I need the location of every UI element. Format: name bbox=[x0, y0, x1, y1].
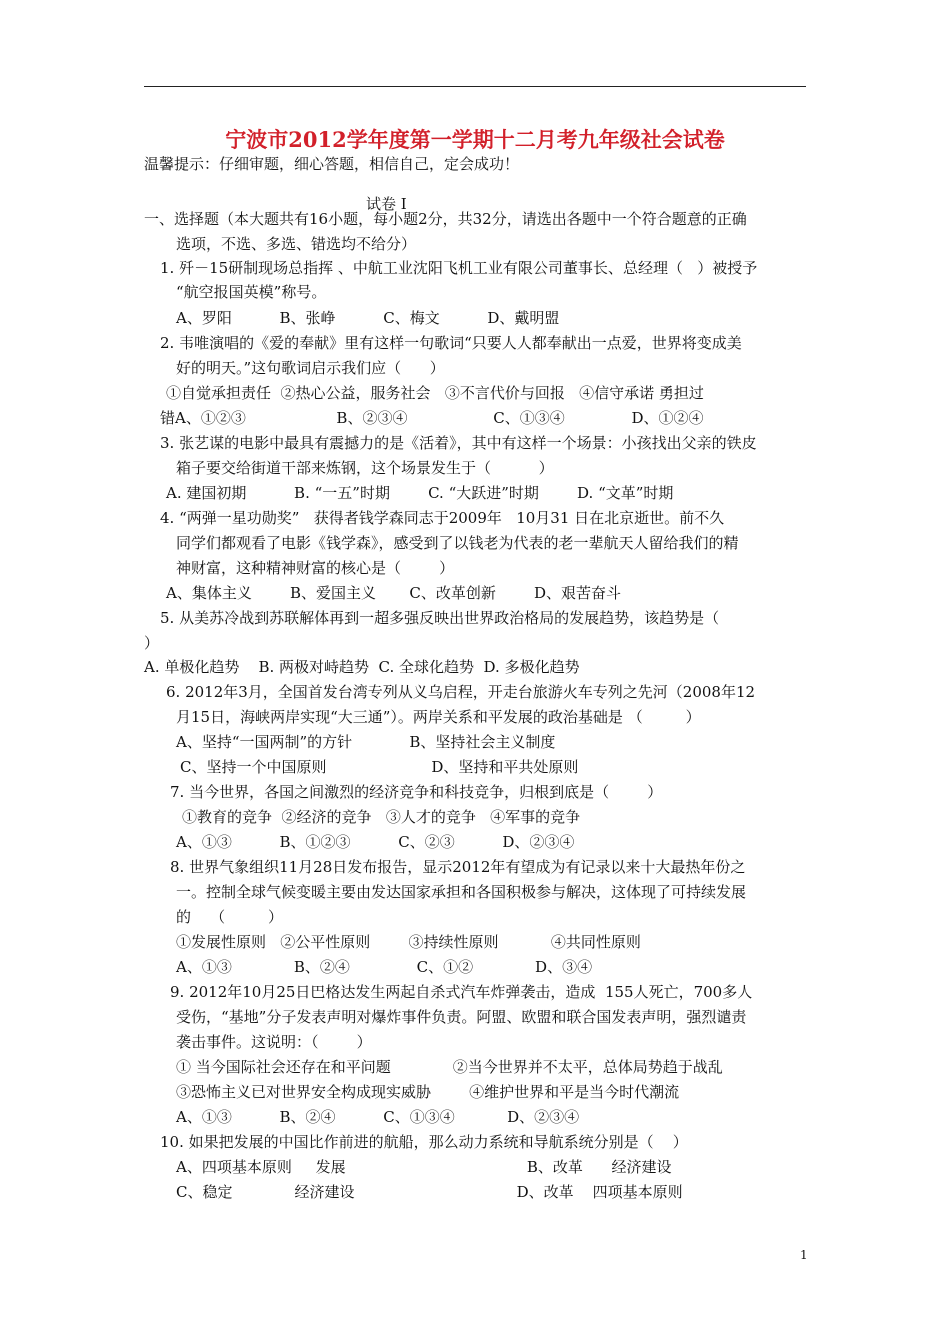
text-line: A、①③ B、②④ C、①② D、③④ bbox=[176, 958, 593, 976]
text-line: 受伤，“基地”分子发表声明对爆炸事件负责。阿盟、欧盟和联合国发表声明，强烈谴责 bbox=[176, 1008, 747, 1026]
text-line: 神财富，这种精神财富的核心是（ ） bbox=[176, 559, 455, 577]
text-line: ③恐怖主义已对世界安全构成现实威胁 ④维护世界和平是当今时代潮流 bbox=[176, 1083, 680, 1101]
text-line: 箱子要交给街道干部来炼钢，这个场景发生于（ ） bbox=[176, 459, 554, 477]
text-line: 3. 张艺谋的电影中最具有震撼力的是《活着》，其中有这样一个场景：小孩找出父亲的铁皮 bbox=[160, 434, 757, 452]
text-line: ） bbox=[144, 634, 160, 652]
text-line: ①发展性原则 ②公平性原则 ③持续性原则 ④共同性原则 bbox=[176, 933, 641, 951]
text-line: A、坚持“一国两制”的方针 B、坚持社会主义制度 bbox=[176, 733, 556, 751]
text-line: A. 单极化趋势 B. 两极对峙趋势 C. 全球化趋势 D. 多极化趋势 bbox=[144, 658, 580, 676]
text-line: 错A、①②③ B、②③④ C、①③④ D、①②④ bbox=[160, 409, 704, 427]
text-line: A、集体主义 B、爱国主义 C、改革创新 D、艰苦奋斗 bbox=[166, 584, 622, 602]
text-line: 选项，不选、多选、错选均不给分） bbox=[176, 235, 417, 253]
text-line: 袭击事件。这说明：（ ） bbox=[176, 1033, 372, 1051]
text-line: 5. 从美苏冷战到苏联解体再到一超多强反映出世界政治格局的发展趋势，该趋势是（ bbox=[160, 609, 720, 627]
text-line: ①教育的竞争 ②经济的竞争 ③人才的竞争 ④军事的竞争 bbox=[182, 808, 581, 826]
text-line: 7. 当今世界，各国之间激烈的经济竞争和科技竞争，归根到底是（ ） bbox=[170, 783, 663, 801]
section-label: 试卷 I bbox=[366, 195, 407, 213]
text-line: A、罗阳 B、张峥 C、梅文 D、戴明盟 bbox=[176, 309, 560, 327]
text-line: ①自觉承担责任 ②热心公益，服务社会 ③不言代价与回报 ④信守承诺 勇担过 bbox=[166, 384, 704, 402]
exam-tip: 温馨提示：仔细审题，细心答题，相信自己，定会成功！ bbox=[144, 155, 520, 173]
page-title: 宁波市2012学年度第一学期十二月考九年级社会试卷 bbox=[225, 127, 725, 152]
text-line: 8. 世界气象组织11月28日发布报告，显示2012年有望成为有记录以来十大最热年份之 bbox=[170, 858, 746, 876]
text-line: 一。控制全球气候变暖主要由发达国家承担和各国积极参与解决，这体现了可持续发展 bbox=[176, 883, 747, 901]
text-line: ① 当今国际社会还存在和平问题 ②当今世界并不太平，总体局势趋于战乱 bbox=[176, 1058, 723, 1076]
text-line: A、四项基本原则 发展 B、改革 经济建设 bbox=[176, 1158, 672, 1176]
text-line: 月15日，海峡两岸实现“大三通”）。两岸关系和平发展的政治基础是 （ ） bbox=[176, 708, 701, 726]
page-number: 1 bbox=[800, 1248, 808, 1262]
text-line: 9. 2012年10月25日巴格达发生两起自杀式汽车炸弹袭击，造成 155人死亡，700多人 bbox=[170, 983, 753, 1001]
text-line: A、①③ B、①②③ C、②③ D、②③④ bbox=[176, 833, 575, 851]
text-line: 10. 如果把发展的中国比作前进的航船，那么动力系统和导航系统分别是（ ） bbox=[160, 1133, 688, 1151]
text-line: A. 建国初期 B. “一五”时期 C. “大跃进”时期 D. “文革”时期 bbox=[166, 484, 674, 502]
header-rule bbox=[144, 86, 806, 87]
text-line: 2. 韦唯演唱的《爱的奉献》里有这样一句歌词“只要人人都奉献出一点爱，世界将变成美 bbox=[160, 334, 742, 352]
text-line: A、①③ B、②④ C、①③④ D、②③④ bbox=[176, 1108, 580, 1126]
text-line: C、坚持一个中国原则 D、坚持和平共处原则 bbox=[180, 758, 579, 776]
text-line: 6. 2012年3月，全国首发台湾专列从义乌启程，开走台旅游火车专列之先河（2008年12 bbox=[166, 683, 756, 701]
text-line: C、稳定 经济建设 D、改革 四项基本原则 bbox=[176, 1183, 683, 1201]
text-line: 一、选择题（本大题共有16小题，每小题2分，共32分，请选出各题中一个符合题意的正确 bbox=[144, 210, 747, 228]
text-line: “航空报国英模”称号。 bbox=[176, 283, 327, 301]
text-line: 好的明天。”这句歌词启示我们应（ ） bbox=[176, 359, 445, 377]
text-line: 1. 歼－15研制现场总指挥 、中航工业沈阳飞机工业有限公司董事长、总经理（ ）被授予 bbox=[160, 259, 758, 277]
text-line: 的 （ ） bbox=[176, 908, 283, 926]
text-line: 同学们都观看了电影《钱学森》，感受到了以钱老为代表的老一辈航天人留给我们的精 bbox=[176, 534, 739, 552]
text-line: 4. “两弹一星功勋奖” 获得者钱学森同志于2009年 10月31 日在北京逝世。前不久 bbox=[160, 509, 725, 527]
